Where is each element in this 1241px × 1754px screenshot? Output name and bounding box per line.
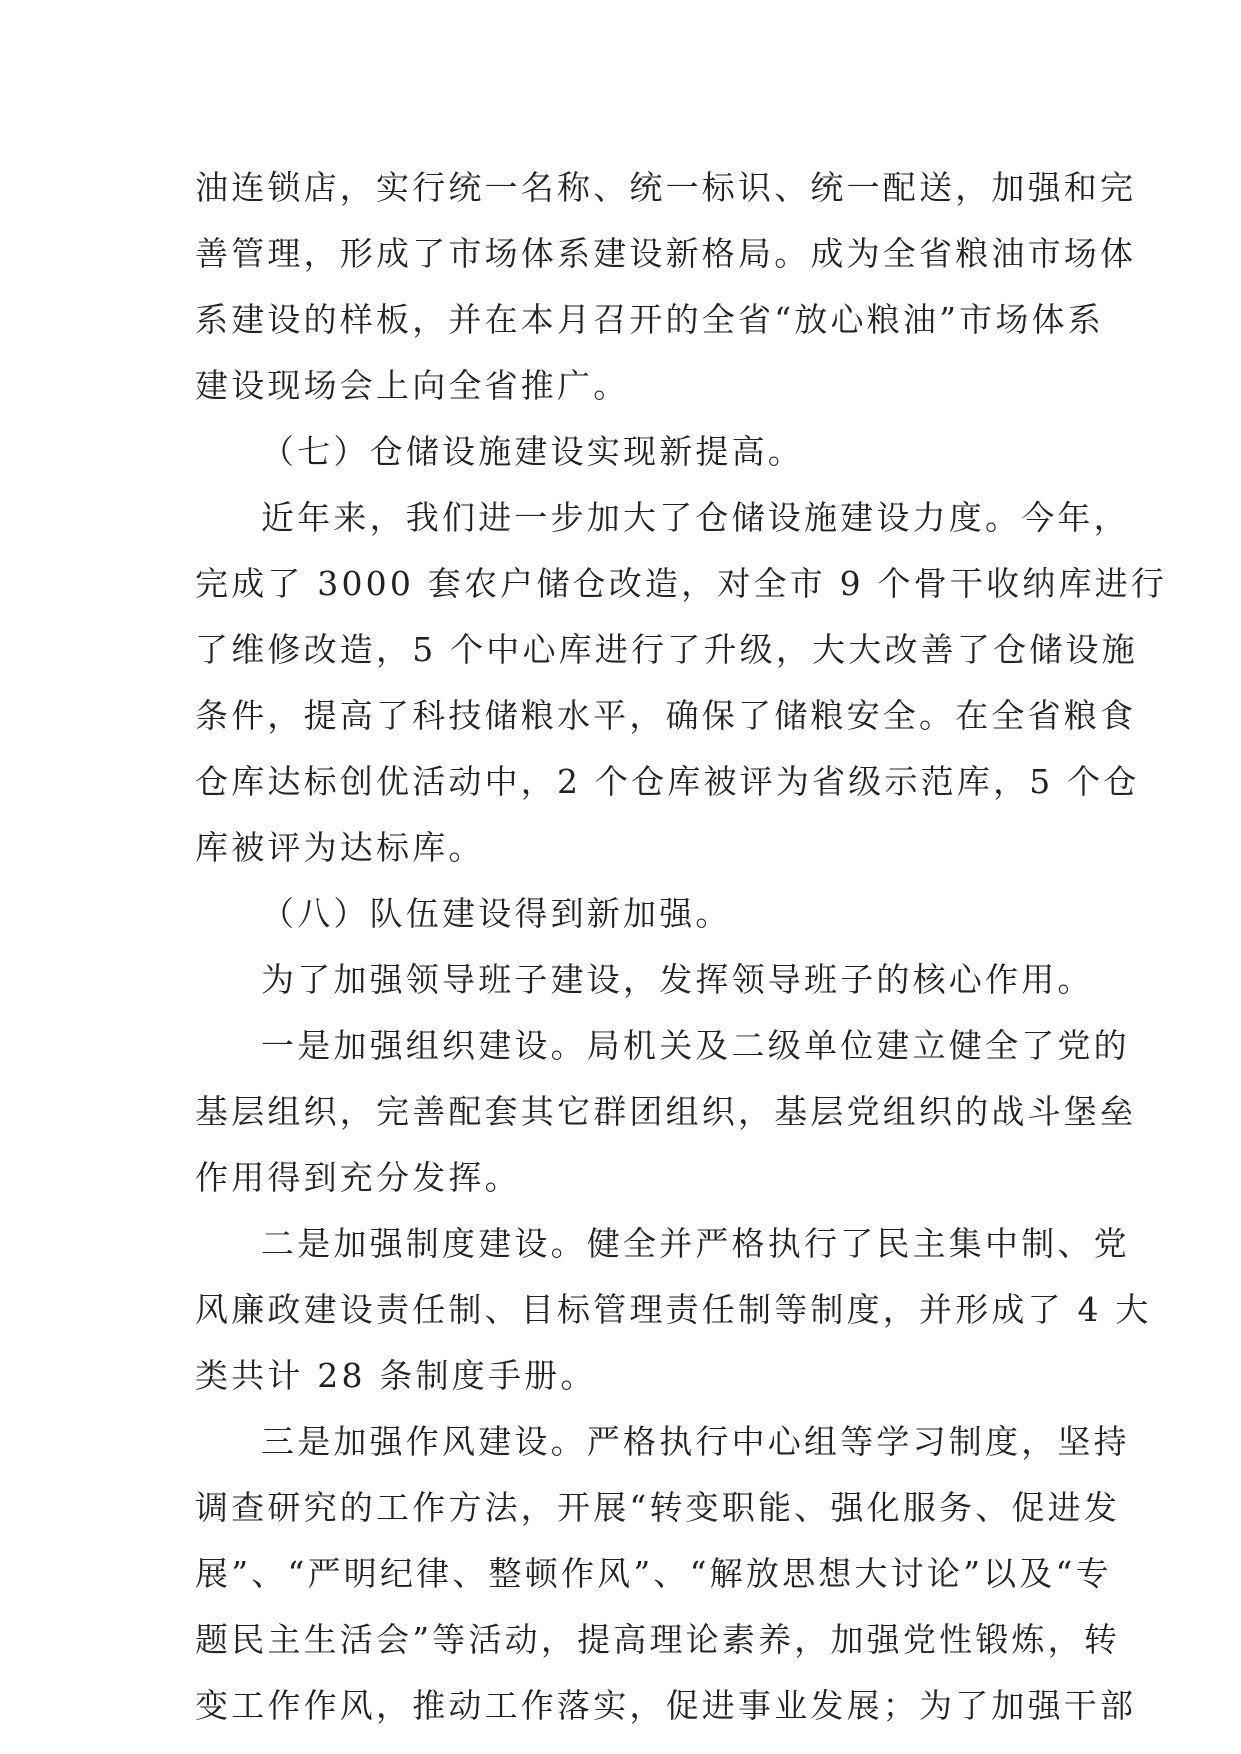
text-line: 风廉政建设责任制、目标管理责任制等制度，并形成了 4 大 [195, 1290, 1152, 1329]
text-line: 建设现场会上向全省推广。 [195, 366, 630, 405]
text-line: 调查研究的工作方法，开展“转变职能、强化服务、促进发 [195, 1488, 1121, 1527]
text-line: 基层组织，完善配套其它群团组织，基层党组织的战斗堡垒 [195, 1092, 1137, 1131]
text-line: 系建设的样板，并在本月召开的全省“放心粮油”市场体系 [195, 300, 1104, 339]
text-line: 题民主生活会”等活动，提高理论素养，加强党性锻炼，转 [195, 1620, 1121, 1659]
document-body [195, 155, 1168, 1739]
text-line: 二是加强制度建设。健全并严格执行了民主集中制、党 [261, 1224, 1130, 1263]
text-line: 类共计 28 条制度手册。 [195, 1356, 597, 1395]
text-line: 善管理，形成了市场体系建设新格局。成为全省粮油市场体 [195, 234, 1137, 273]
text-line: 为了加强领导班子建设，发挥领导班子的核心作用。 [261, 960, 1094, 999]
text-line: 作用得到充分发挥。 [195, 1158, 521, 1197]
text-line: 展”、“严明纪律、整顿作风”、“解放思想大讨论”以及“专 [195, 1554, 1112, 1593]
text-line: 仓库达标创优活动中，2 个仓库被评为省级示范库，5 个仓 [195, 762, 1140, 801]
text-line: 完成了 3000 套农户储仓改造，对全市 9 个骨干收纳库进行 [195, 564, 1168, 603]
section-heading-8: （八）队伍建设得到新加强。 [261, 894, 732, 933]
text-line: 近年来，我们进一步加大了仓储设施建设力度。今年， [261, 498, 1130, 537]
text-line: 了维修改造，5 个中心库进行了升级，大大改善了仓储设施 [195, 630, 1138, 669]
text-line: 油连锁店，实行统一名称、统一标识、统一配送，加强和完 [195, 168, 1137, 207]
text-line: 三是加强作风建设。严格执行中心组等学习制度，坚持 [261, 1422, 1130, 1461]
text-line: 库被评为达标库。 [195, 828, 485, 867]
text-line: 一是加强组织建设。局机关及二级单位建立健全了党的 [261, 1026, 1130, 1065]
section-heading-7: （七）仓储设施建设实现新提高。 [261, 432, 804, 471]
text-line: 条件，提高了科技储粮水平，确保了储粮安全。在全省粮食 [195, 696, 1137, 735]
text-line: 变工作作风，推动工作落实，促进事业发展；为了加强干部 [195, 1686, 1137, 1725]
